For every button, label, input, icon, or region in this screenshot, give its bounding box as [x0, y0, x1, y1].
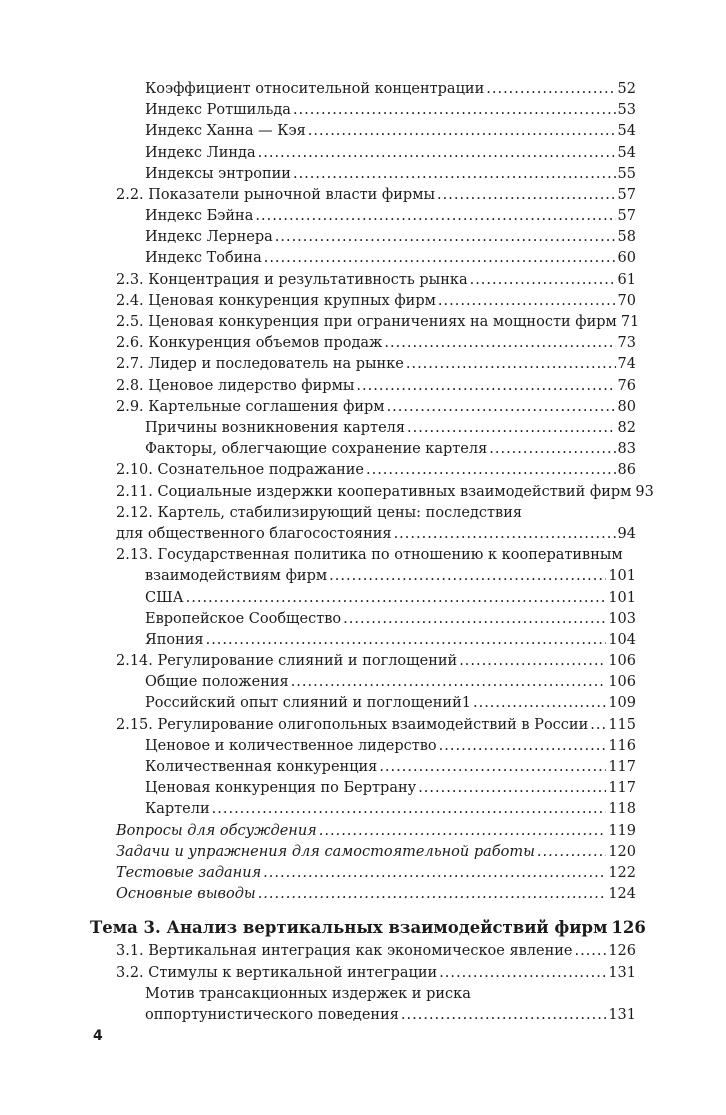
toc-entry-page: 118 [608, 801, 636, 818]
toc-entry[interactable] [0, 460, 636, 481]
toc-entry-title: Общие положения [145, 674, 289, 691]
toc-entry [116, 566, 636, 587]
toc-entry-title: 2.14. Регулирование слияний и поглощений [116, 653, 458, 670]
toc-entry-page: 73 [617, 335, 636, 352]
toc-entry-page: 55 [617, 165, 636, 182]
toc-entry[interactable] [0, 121, 636, 142]
leader-dots [473, 693, 606, 714]
toc-entry[interactable] [0, 821, 636, 842]
toc-entry[interactable] [0, 249, 636, 270]
toc-entry[interactable] [0, 757, 636, 778]
toc-entry[interactable] [0, 418, 636, 439]
toc-entry[interactable] [0, 778, 636, 799]
toc-entry-page: 106 [608, 653, 636, 670]
toc-entry-page: 126 [608, 943, 636, 960]
toc-entry-title: 2.2. Показатели рыночной власти фирмы [116, 186, 436, 203]
toc-entry[interactable] [0, 291, 636, 312]
leader-dots [329, 566, 606, 587]
leader-dots [356, 376, 615, 397]
leader-dots [387, 397, 616, 418]
toc-entry-title: Индекс Линда [145, 144, 256, 161]
toc-entry-title-line1: 2.12. Картель, стабилизирующий цены: последствия [116, 504, 523, 521]
toc-entry-title: Индексы энтропии [145, 165, 291, 182]
toc-entry-title: Индекс Тобина [145, 250, 262, 267]
toc-entry-title: Причины возникновения картеля [145, 419, 406, 436]
toc-entry[interactable] [0, 482, 654, 503]
toc-entry-page: 117 [608, 759, 636, 776]
toc-entry[interactable] [0, 227, 636, 248]
toc-entry[interactable] [0, 164, 636, 185]
toc-entry-page: 54 [617, 123, 636, 140]
toc-entry-title: Индекс Ротшильда [145, 102, 291, 119]
leader-dots [439, 963, 606, 984]
leader-dots [343, 609, 606, 630]
toc-entry-title: США [145, 589, 184, 606]
toc-entry[interactable] [0, 651, 636, 672]
toc-entry-page: 103 [608, 610, 636, 627]
leader-dots [366, 460, 616, 481]
leader-dots [407, 418, 616, 439]
toc-entry-title: Тестовые задания [116, 864, 262, 881]
leader-dots [379, 757, 606, 778]
toc-entry[interactable] [0, 333, 636, 354]
leader-dots [489, 439, 615, 460]
toc-entry-page: 83 [617, 441, 636, 458]
toc-entry-page: 82 [617, 419, 636, 436]
toc-entry-page: 76 [617, 377, 636, 394]
toc-entry-page: 124 [608, 886, 636, 903]
toc-entry-title: Ценовое и количественное лидерство [145, 737, 437, 754]
toc-entry-page: 60 [617, 250, 636, 267]
toc-entry[interactable] [0, 206, 636, 227]
toc-entry-page: 117 [608, 780, 636, 797]
toc-entry[interactable] [0, 963, 636, 984]
leader-dots [590, 715, 606, 736]
leader-dots [258, 884, 607, 905]
toc-theme-heading[interactable] [0, 915, 646, 941]
leader-dots [439, 736, 607, 757]
leader-dots [394, 524, 616, 545]
toc-entry[interactable] [0, 270, 636, 291]
toc-entry-page: 54 [617, 144, 636, 161]
leader-dots [384, 333, 615, 354]
leader-dots [293, 100, 616, 121]
leader-dots [308, 121, 616, 142]
toc-entry-title: Ценовая конкуренция по Бертрану [145, 780, 417, 797]
leader-dots [258, 143, 616, 164]
leader-dots [291, 672, 607, 693]
toc-entry-title: 2.10. Сознательное подражание [116, 462, 364, 479]
toc-entry [116, 524, 636, 545]
toc-entry-title: Российский опыт слияний и поглощений1 [145, 695, 471, 712]
toc-entry-title: 2.3. Концентрация и результативность рынка [116, 271, 468, 288]
toc-entry-multiline[interactable] [0, 984, 636, 1026]
toc-entry-title: Картели [145, 801, 210, 818]
toc-entry-title: 2.7. Лидер и последователь на рынке [116, 356, 404, 373]
toc-entry[interactable] [0, 376, 636, 397]
toc-entry-title: Коэффициент относительной концентрации [145, 80, 485, 97]
toc-entry-title: для общественного благосостояния [116, 525, 392, 542]
leader-dots [537, 842, 606, 863]
toc-entry-page: 109 [608, 695, 636, 712]
toc-entry-title: Индекс Бэйна [145, 208, 254, 225]
leader-dots [437, 185, 616, 206]
toc-entry-page: 115 [608, 716, 636, 733]
leader-dots [401, 1005, 606, 1026]
toc-entry[interactable] [0, 884, 636, 905]
toc-entry-page: 120 [608, 843, 636, 860]
toc-entry-page: 57 [617, 186, 636, 203]
toc-entry-page: 86 [617, 462, 636, 479]
toc-entry-title: Европейское Сообщество [145, 610, 342, 627]
toc-entry-title: Основные выводы [116, 886, 256, 903]
toc-entry[interactable] [0, 672, 636, 693]
leader-dots [263, 863, 606, 884]
toc-entry-page: 53 [617, 102, 636, 119]
toc-entry-page: 71 [620, 314, 640, 331]
toc-entry-title: Факторы, облегчающие сохранение картеля [145, 441, 488, 458]
toc-entry-title: 2.11. Социальные издержки кооперативных взаимодействий фирм [116, 483, 632, 500]
toc-entry-page: 119 [608, 822, 636, 839]
leader-dots [470, 270, 616, 291]
toc-entry-title-line1: 2.13. Государственная политика по отношению к кооперативным [116, 547, 623, 564]
toc-entry-title: Индекс Лернера [145, 229, 273, 246]
toc-entry[interactable] [0, 693, 636, 714]
toc-entry-title: Вопросы для обсуждения [116, 822, 317, 839]
leader-dots [293, 164, 616, 185]
leader-dots [255, 206, 615, 227]
toc-entry[interactable] [0, 354, 636, 375]
toc-entry[interactable] [0, 736, 636, 757]
toc-entry[interactable] [0, 609, 636, 630]
toc-entry-page: 101 [608, 589, 636, 606]
toc-entry-title: 2.8. Ценовое лидерство фирмы [116, 377, 355, 394]
leader-dots [264, 248, 616, 269]
page-number: 4 [93, 1028, 103, 1044]
toc-entry[interactable] [0, 185, 636, 206]
toc-entry-title: взаимодействиям фирм [145, 568, 328, 585]
toc-entry[interactable] [0, 842, 636, 863]
toc-entry-page: 106 [608, 674, 636, 691]
toc-entry[interactable] [0, 630, 636, 651]
toc-entry-title: 2.15. Регулирование олигопольных взаимодействий в России [116, 716, 589, 733]
toc-entry-page: 116 [608, 737, 636, 754]
toc-entry-page: 58 [617, 229, 636, 246]
toc-entry[interactable] [0, 799, 636, 820]
toc-entry-page: 74 [617, 356, 636, 373]
table-of-contents [0, 79, 726, 1026]
leader-dots [186, 588, 607, 609]
toc-entry[interactable] [0, 79, 636, 100]
leader-dots [406, 354, 616, 375]
toc-entry-title: Индекс Ханна — Кэя [145, 123, 306, 140]
toc-entry-page: 131 [608, 964, 636, 981]
toc-entry [145, 1005, 636, 1026]
toc-entry-title: 2.9. Картельные соглашения фирм [116, 398, 385, 415]
toc-entry[interactable] [0, 863, 636, 884]
toc-entry-title: 3.1. Вертикальная интеграция как экономическое явление [116, 943, 573, 960]
leader-dots [275, 227, 616, 248]
toc-entry[interactable] [0, 941, 636, 962]
toc-entry-title: Задачи и упражнения для самостоятельной работы [116, 843, 535, 860]
toc-entry-title: 2.4. Ценовая конкуренция крупных фирм [116, 292, 436, 309]
toc-entry-page: 122 [608, 864, 636, 881]
toc-entry-page: 93 [635, 483, 654, 500]
toc-entry-title: Тема 3. Анализ вертикальных взаимодействий фирм [90, 918, 608, 938]
leader-dots [438, 291, 616, 312]
toc-entry[interactable] [0, 397, 636, 418]
toc-entry-page: 70 [617, 292, 636, 309]
toc-entry[interactable] [0, 715, 636, 736]
leader-dots [212, 799, 607, 820]
toc-entry-title: Япония [145, 631, 204, 648]
toc-entry-page: 52 [617, 80, 636, 97]
toc-entry-page: 61 [617, 271, 636, 288]
toc-entry-page: 94 [617, 525, 636, 542]
toc-entry-title: 2.6. Конкуренция объемов продаж [116, 335, 383, 352]
leader-dots [418, 778, 606, 799]
toc-entry[interactable] [0, 312, 640, 333]
toc-entry-multiline[interactable] [0, 503, 636, 545]
toc-entry-title: оппортунистического поведения [145, 1006, 399, 1023]
leader-dots [459, 651, 606, 672]
toc-entry[interactable] [0, 439, 636, 460]
toc-entry-page: 131 [608, 1006, 636, 1023]
toc-entry-page: 101 [608, 568, 636, 585]
toc-entry-title: Количественная конкуренция [145, 759, 378, 776]
toc-entry-multiline[interactable] [0, 545, 636, 587]
toc-entry-title: 3.2. Стимулы к вертикальной интеграции [116, 964, 438, 981]
toc-entry[interactable] [0, 143, 636, 164]
toc-entry[interactable] [0, 588, 636, 609]
toc-entry-page: 126 [611, 918, 646, 938]
toc-entry[interactable] [0, 100, 636, 121]
toc-entry-page: 80 [617, 398, 636, 415]
leader-dots [319, 821, 607, 842]
toc-entry-page: 104 [608, 631, 636, 648]
leader-dots [206, 630, 607, 651]
toc-entry-page: 57 [617, 208, 636, 225]
leader-dots [574, 941, 606, 962]
toc-entry-title-line1: Мотив трансакционных издержек и риска [145, 985, 471, 1002]
toc-entry-title: 2.5. Ценовая конкуренция при ограничениях на мощности фирм [116, 314, 617, 331]
leader-dots [486, 79, 615, 100]
